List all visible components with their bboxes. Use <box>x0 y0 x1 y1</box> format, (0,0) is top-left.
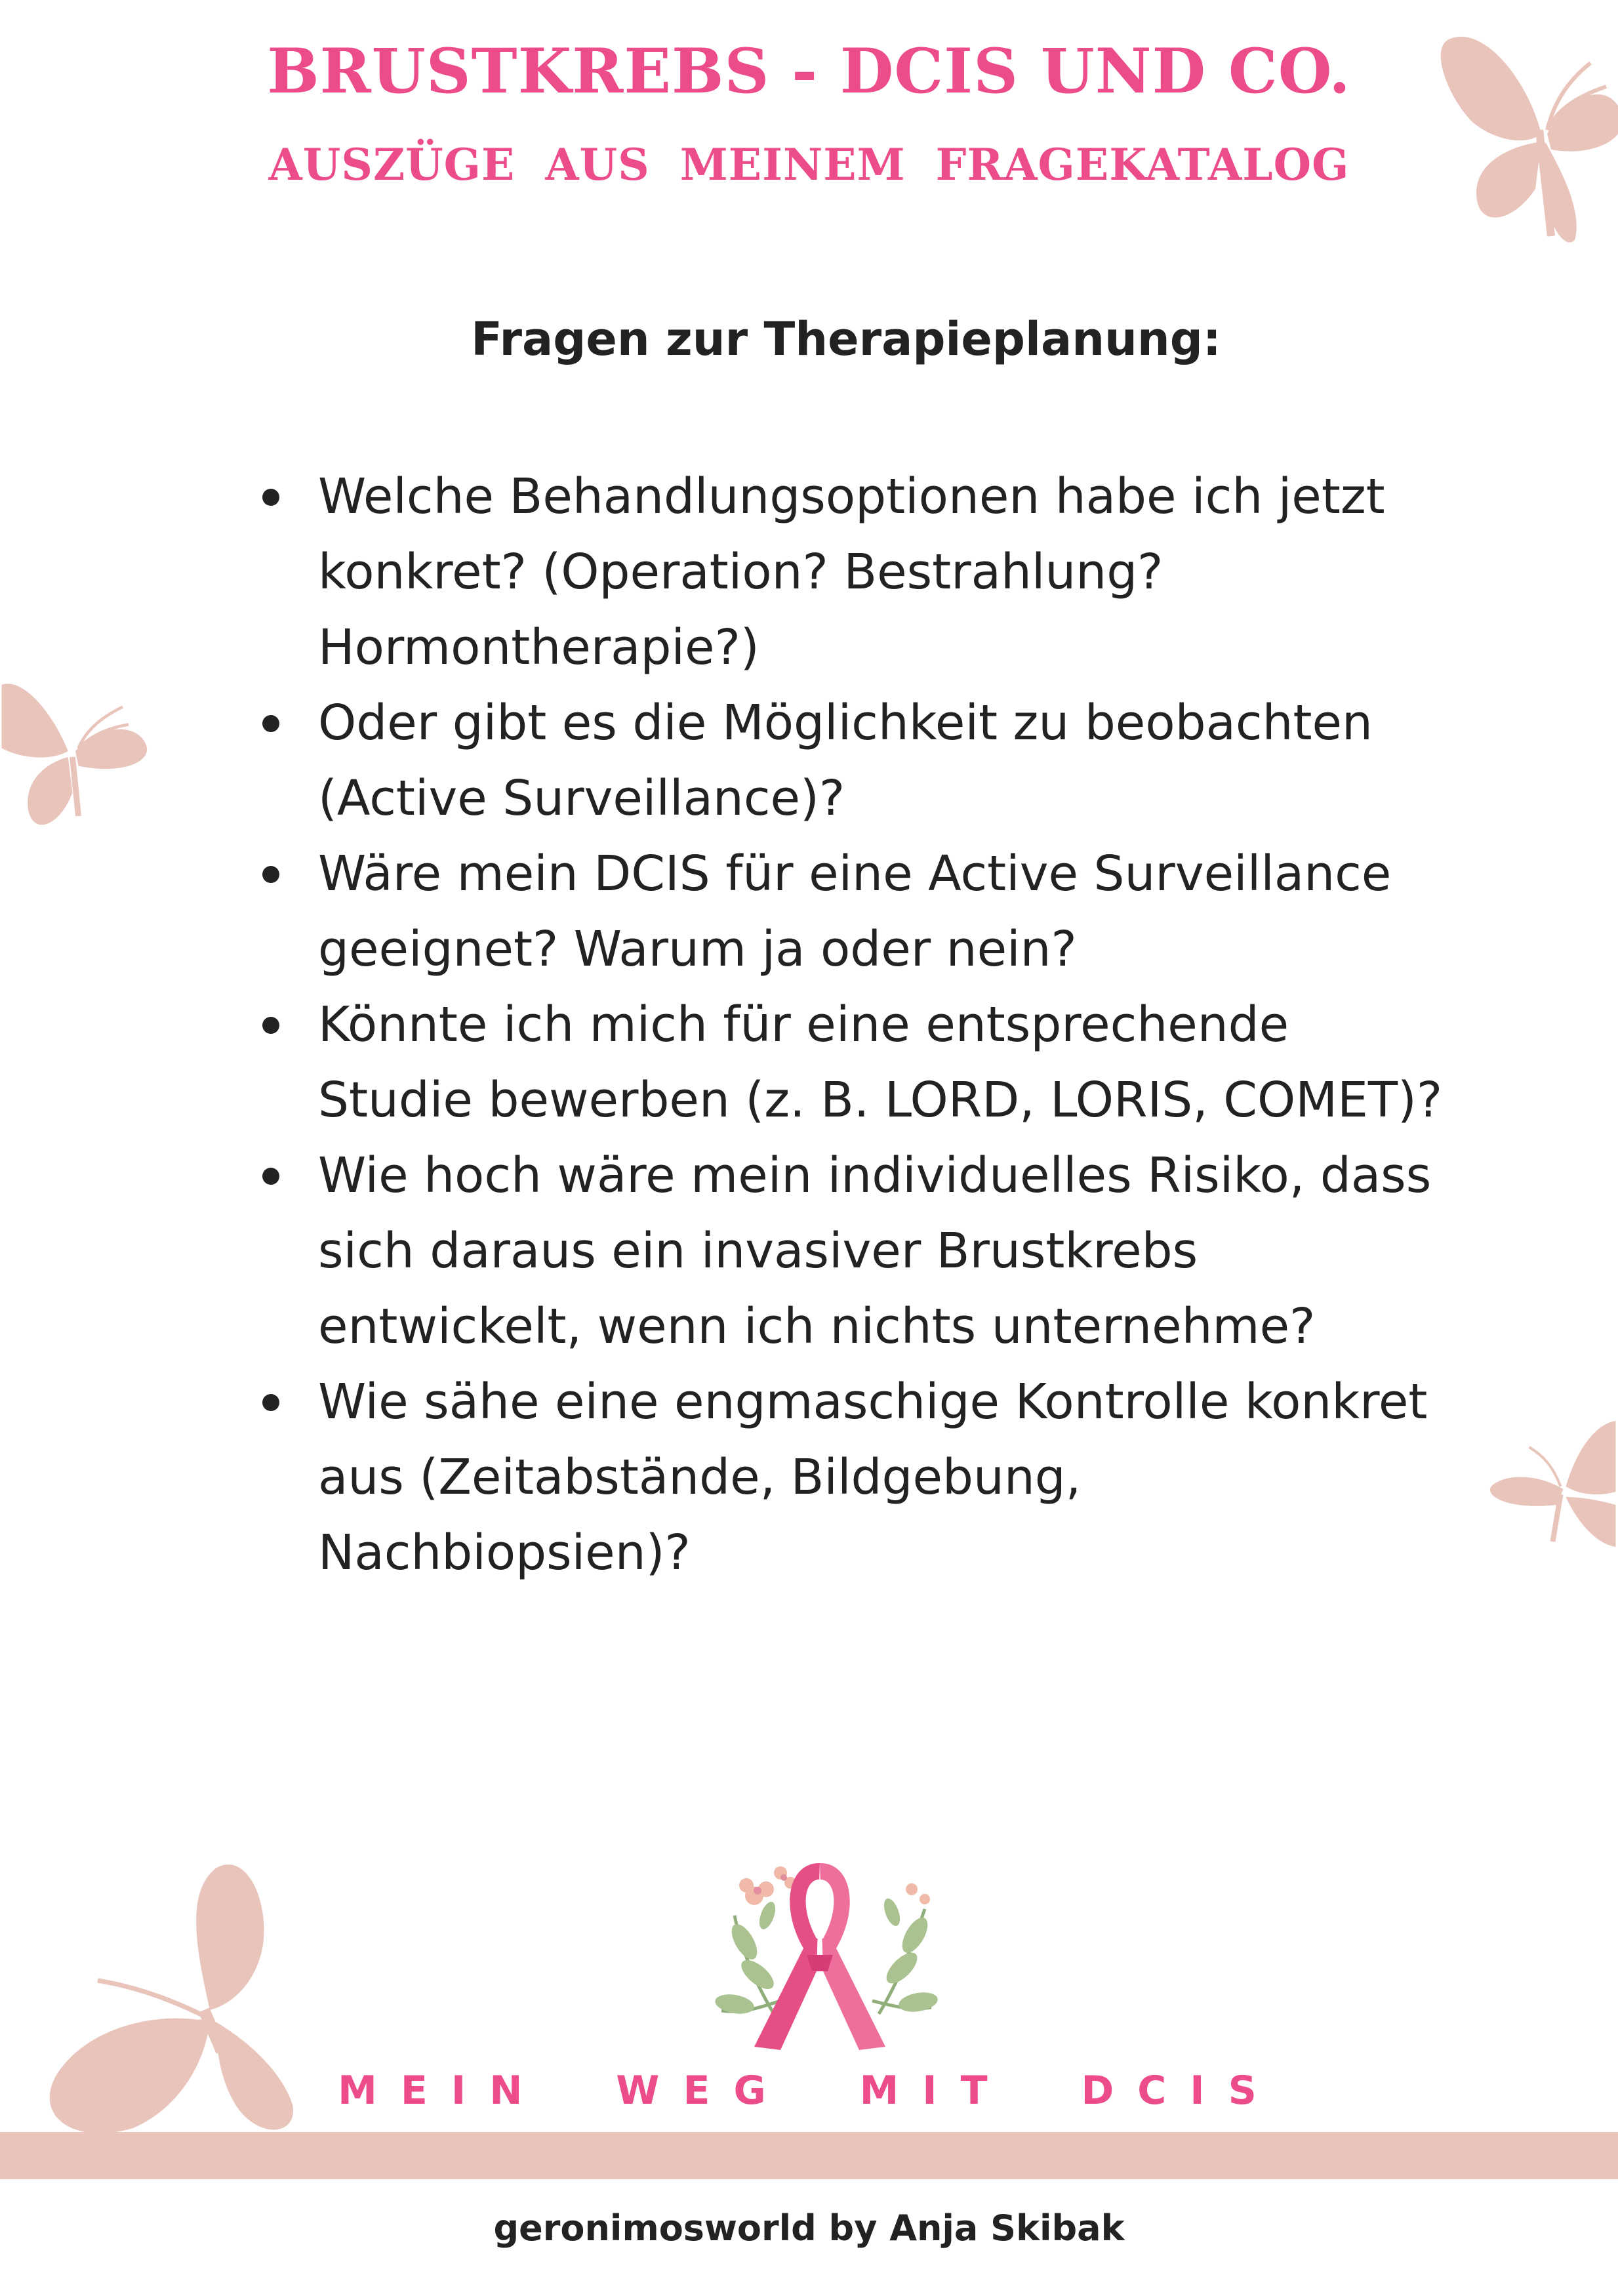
bullet-icon <box>262 866 279 883</box>
question-text: Oder gibt es die Möglichkeit zu beobachten (Active Surveillance)? <box>318 695 1373 827</box>
bullet-icon <box>262 489 279 506</box>
bullet-icon <box>262 715 279 732</box>
butterfly-icon <box>1482 1410 1618 1568</box>
list-item <box>256 1364 1456 1591</box>
question-text: Welche Behandlungsoptionen habe ich jetzt konkret? (Operation? Bestrahlung? Hormontherapie?) <box>318 468 1385 676</box>
page-title: BRUSTKREBS - DCIS UND CO. <box>267 35 1351 108</box>
pink-ribbon-icon <box>682 1850 958 2066</box>
list-item <box>256 686 1456 836</box>
page-subtitle: AUSZÜGE AUS MEINEM FRAGEKATALOG <box>268 139 1350 190</box>
question-list <box>256 459 1456 1591</box>
list-item <box>256 459 1456 686</box>
question-text: Könnte ich mich für eine entsprechende Studie bewerben (z. B. LORD, LORIS, COMET)? <box>318 996 1443 1128</box>
bullet-icon <box>262 1394 279 1411</box>
bullet-icon <box>262 1168 279 1185</box>
butterfly-icon <box>0 663 151 840</box>
footer-band <box>0 2132 1618 2179</box>
bullet-icon <box>262 1017 279 1034</box>
list-item <box>256 987 1456 1138</box>
list-item <box>256 1138 1456 1364</box>
list-item <box>256 836 1456 987</box>
question-text: Wie sähe eine engmaschige Kontrolle konkret aus (Zeitabstände, Bildgebung, Nachbiopsien)? <box>318 1374 1428 1581</box>
question-text: Wie hoch wäre mein individuelles Risiko, dass sich daraus ein invasiver Brustkrebs entwickelt, wenn ich nichts unternehme? <box>318 1147 1432 1355</box>
brand-tagline: MEIN WEG MIT DCIS <box>338 2068 1280 2114</box>
question-text: Wäre mein DCIS für eine Active Surveillance geeignet? Warum ja oder nein? <box>318 846 1392 977</box>
section-heading: Fragen zur Therapieplanung: <box>471 312 1221 366</box>
footer-credit: geronimosworld by Anja Skibak <box>493 2207 1125 2249</box>
